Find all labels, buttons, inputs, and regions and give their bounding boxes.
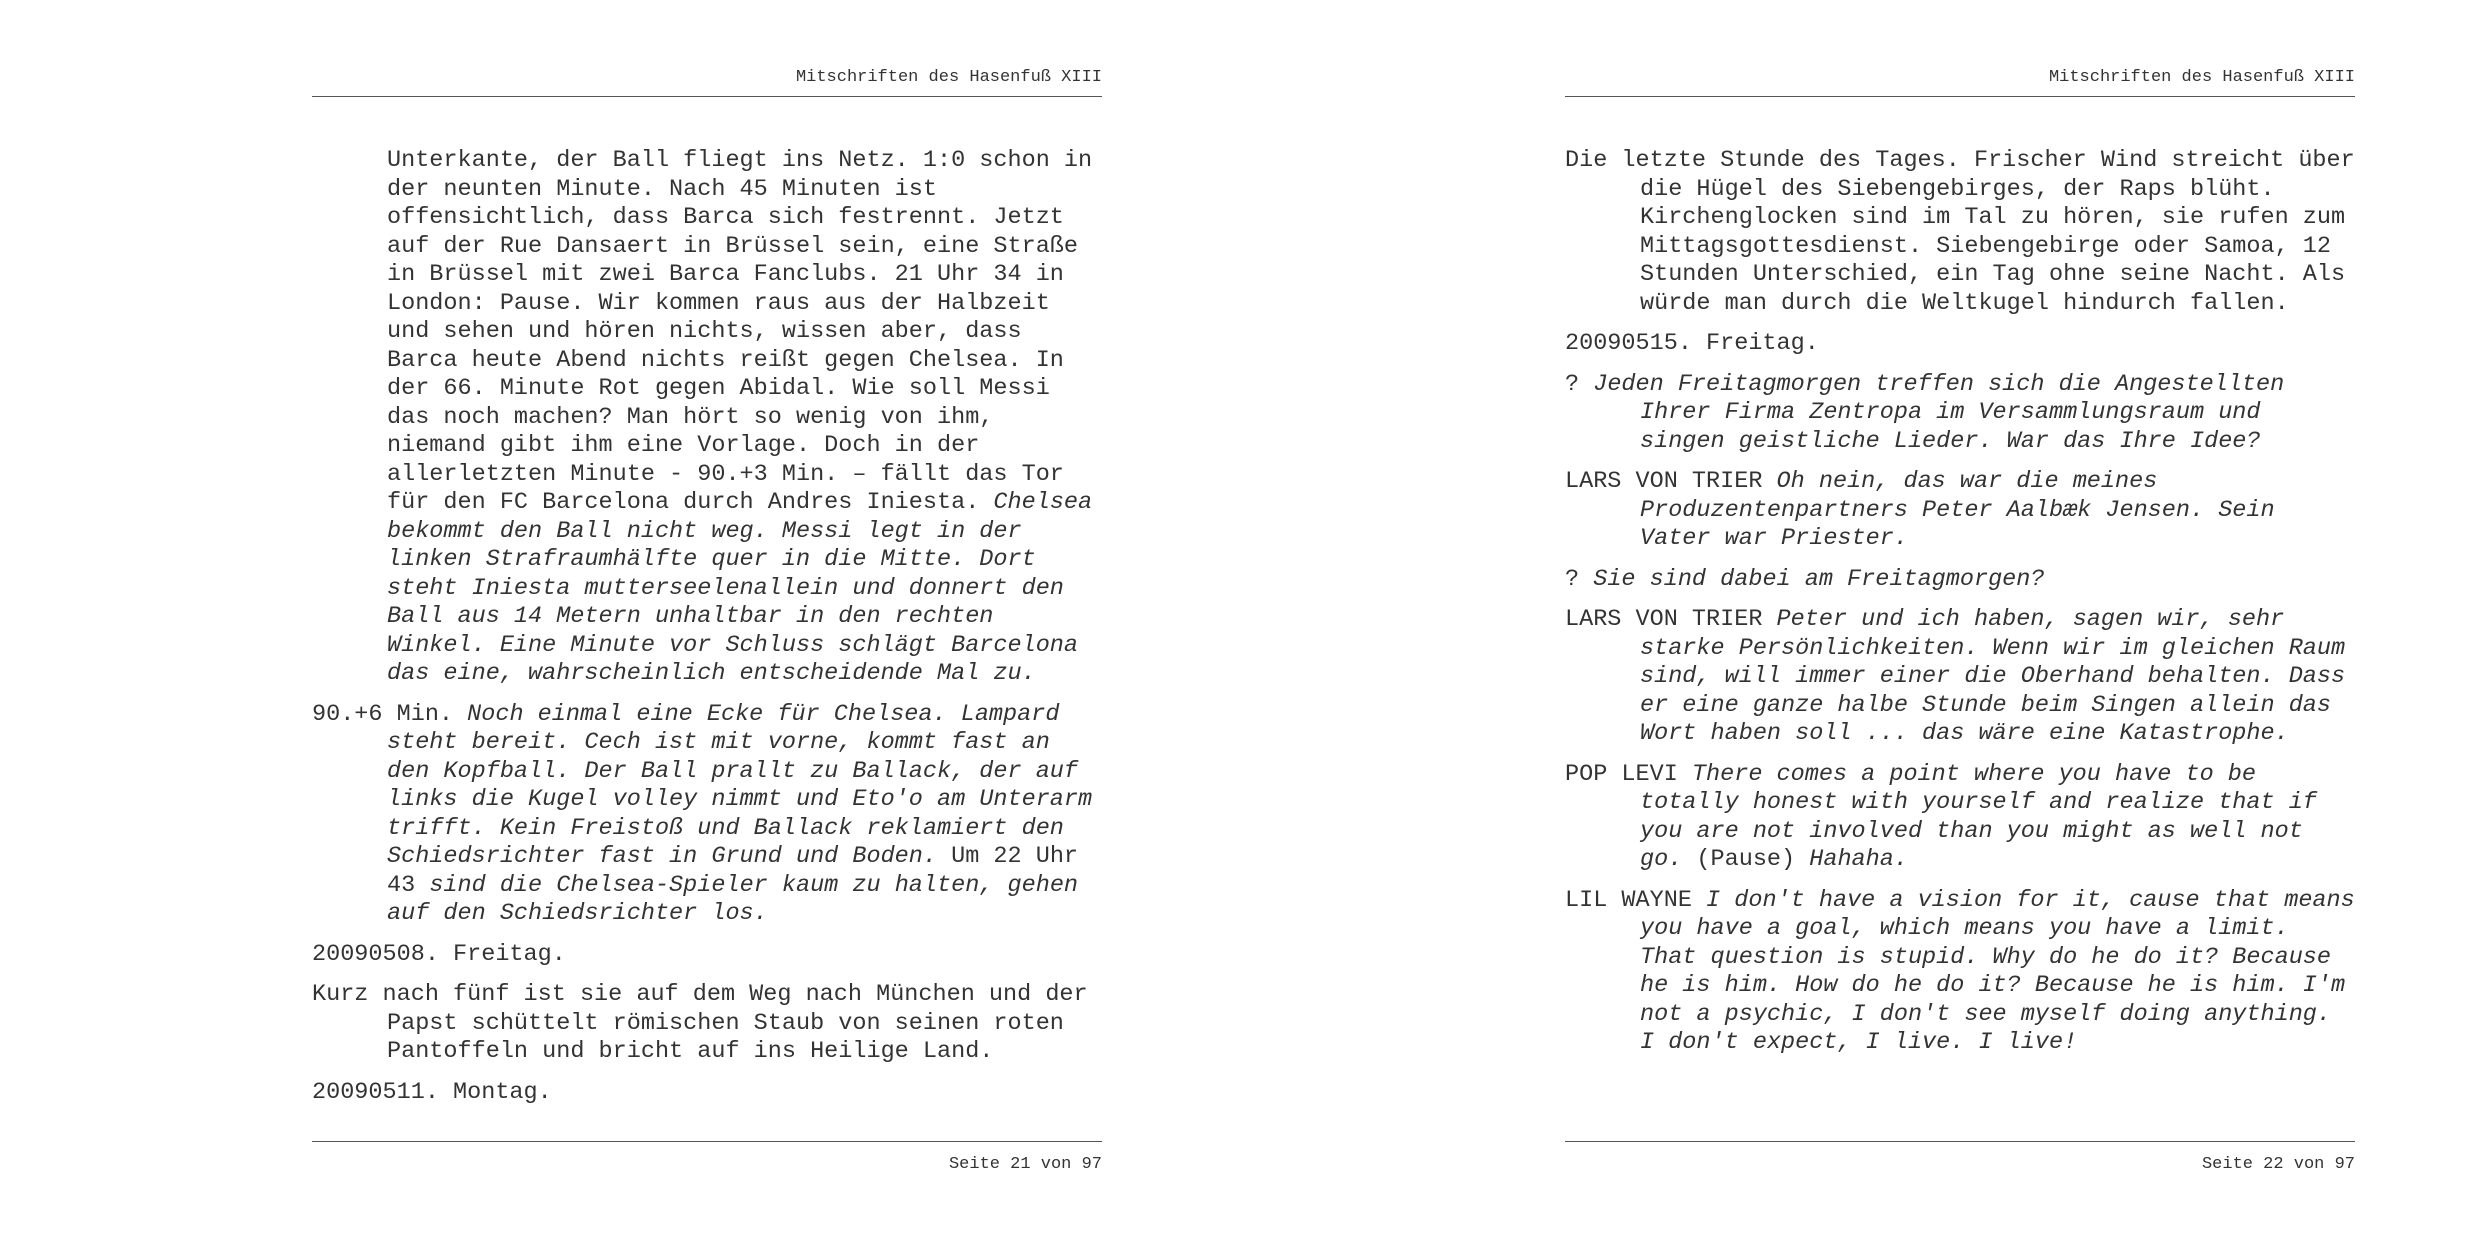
text-run: Um 22 Uhr 43 (387, 843, 1079, 899)
paragraph (312, 147, 1102, 689)
italic-text-run: Sie sind dabei am Freitagmorgen? (1593, 565, 2045, 593)
date-heading (312, 1079, 1102, 1108)
speaker-name: LIL WAYNE (1565, 886, 1707, 914)
right-page (1565, 0, 2355, 1240)
text-run: ? (1565, 565, 1594, 593)
text-run: 20090508. Freitag. (312, 940, 566, 968)
interview-question (1565, 566, 2355, 595)
speaker-name: LARS VON TRIER (1565, 606, 1777, 633)
date-heading (312, 941, 1102, 970)
italic-text-run: sind die Chelsea-Spieler kaum zu halten, gehen auf den Schiedsrichter los. (387, 871, 1079, 927)
speaker-name: POP LEVI (1565, 760, 1692, 788)
page-footer: Seite 21 von 97 (948, 1155, 1102, 1174)
page-header: Mitschriften des Hasenfuß XIII (2048, 68, 2355, 87)
page-body (1565, 147, 2355, 1070)
text-run: 20090515. Freitag. (1565, 330, 1819, 357)
text-run: Die letzte Stunde des Tages. Frischer Wind streicht über die Hügel des Siebengebirges, der Raps blüht. Kirchenglocken sind im Tal zu hören, sie rufen zum Mittagsgottesdienst. Siebengebirge oder Samoa, 12 Stunden Unterschied, ein Tag ohne seine Nacht. Als würde man durch die Weltkugel hindurch fallen. (1565, 147, 2355, 317)
text-run: (Pause) (1682, 846, 1810, 873)
footer-rule (1565, 1141, 2355, 1142)
left-page (312, 0, 1102, 1240)
interview-answer (1565, 468, 2355, 554)
italic-text-run: There comes a point where you have to be totally honest with yourself and realize that if you are not involved than you might as well not go. (1640, 760, 2317, 873)
italic-text-run: Noch einmal eine Ecke für Chelsea. Lampard steht bereit. Cech ist mit vorne, kommt fast an den Kopfball. Der Ball prallt zu Ballack, der auf links die Kugel volley nimmt und Eto'o am Unterarm trifft. Kein Freistoß und Ballack reklamiert den Schiedsrichter fast in Grund und Boden. (387, 700, 1093, 870)
page-footer: Seite 22 von 97 (2201, 1155, 2355, 1174)
italic-text-run: Oh nein, das war die meines Produzentenpartners Peter Aalbæk Jensen. Sein Vater war Priester. (1640, 468, 2275, 552)
footer-rule (312, 1141, 1102, 1142)
paragraph (312, 981, 1102, 1067)
paragraph (1565, 147, 2355, 318)
italic-text-run: Jeden Freitagmorgen treffen sich die Angestellten Ihrer Firma Zentropa im Versammlungsraum und singen geistliche Lieder. War das Ihre Idee? (1593, 370, 2285, 455)
italic-text-run: I don't have a vision for it, cause that means you have a goal, which means you have a limit. That question is stupid. Why do he do it? Because he is him. How do he do it? Because he is him. I'm not a psychic, I don't see myself doing anything. I don't expect, I live. I live! (1640, 886, 2355, 1056)
italic-text-run: Hahaha. (1809, 846, 1908, 873)
quote-paragraph (1565, 761, 2355, 875)
header-rule (312, 96, 1102, 97)
paragraph (312, 701, 1102, 929)
italic-text-run: Chelsea bekommt den Ball nicht weg. Messi legt in der linken Strafraumhälfte quer in die Mitte. Dort steht Iniesta mutterseelenallein und donnert den Ball aus 14 Metern unhaltbar in den rechten Winkel. Eine Minute vor Schluss schlägt Barcelona das eine, wahrscheinlich entscheidende Mal zu. (387, 489, 1093, 687)
text-run: Unterkante, der Ball fliegt ins Netz. 1:0 schon in der neunten Minute. Nach 45 Minuten ist offensichtlich, dass Barca sich festrennt. Jetzt auf der Rue Dansaert in Brüssel sein, eine Straße in Brüssel mit zwei Barca Fanclubs. 21 Uhr 34 in London: Pause. Wir kommen raus aus der Halbzeit und sehen und hören nichts, wissen aber, dass Barca heute Abend nichts reißt gegen Chelsea. In der 66. Minute Rot gegen Abidal. Wie soll Messi das noch machen? Man hört so wenig von ihm, niemand gibt ihm eine Vorlage. Doch in der allerletzten Minute - 90.+3 Min. – fällt das Tor für den FC Barcelona durch Andres Iniesta. (387, 147, 1093, 516)
text-run: ? (1565, 370, 1594, 398)
speaker-name: LARS VON TRIER (1565, 468, 1777, 495)
page-body (312, 147, 1102, 1119)
quote-paragraph (1565, 887, 2355, 1058)
header-rule (1565, 96, 2355, 97)
text-run: 90.+6 Min. (312, 700, 468, 728)
interview-question (1565, 371, 2355, 457)
text-run: 20090511. Montag. (312, 1078, 552, 1106)
text-run: Kurz nach fünf ist sie auf dem Weg nach München und der Papst schüttelt römischen Staub von seinen roten Pantoffeln und bricht auf ins Heilige Land. (312, 981, 1088, 1065)
date-heading (1565, 330, 2355, 359)
italic-text-run: Peter und ich haben, sagen wir, sehr starke Persönlichkeiten. Wenn wir im gleichen Raum sind, will immer einer die Oberhand behalten. Dass er eine ganze halbe Stunde beim Singen allein das Wort haben soll ... das wäre eine Katastrophe. (1640, 606, 2346, 747)
page-header: Mitschriften des Hasenfuß XIII (795, 68, 1102, 87)
interview-answer (1565, 606, 2355, 749)
